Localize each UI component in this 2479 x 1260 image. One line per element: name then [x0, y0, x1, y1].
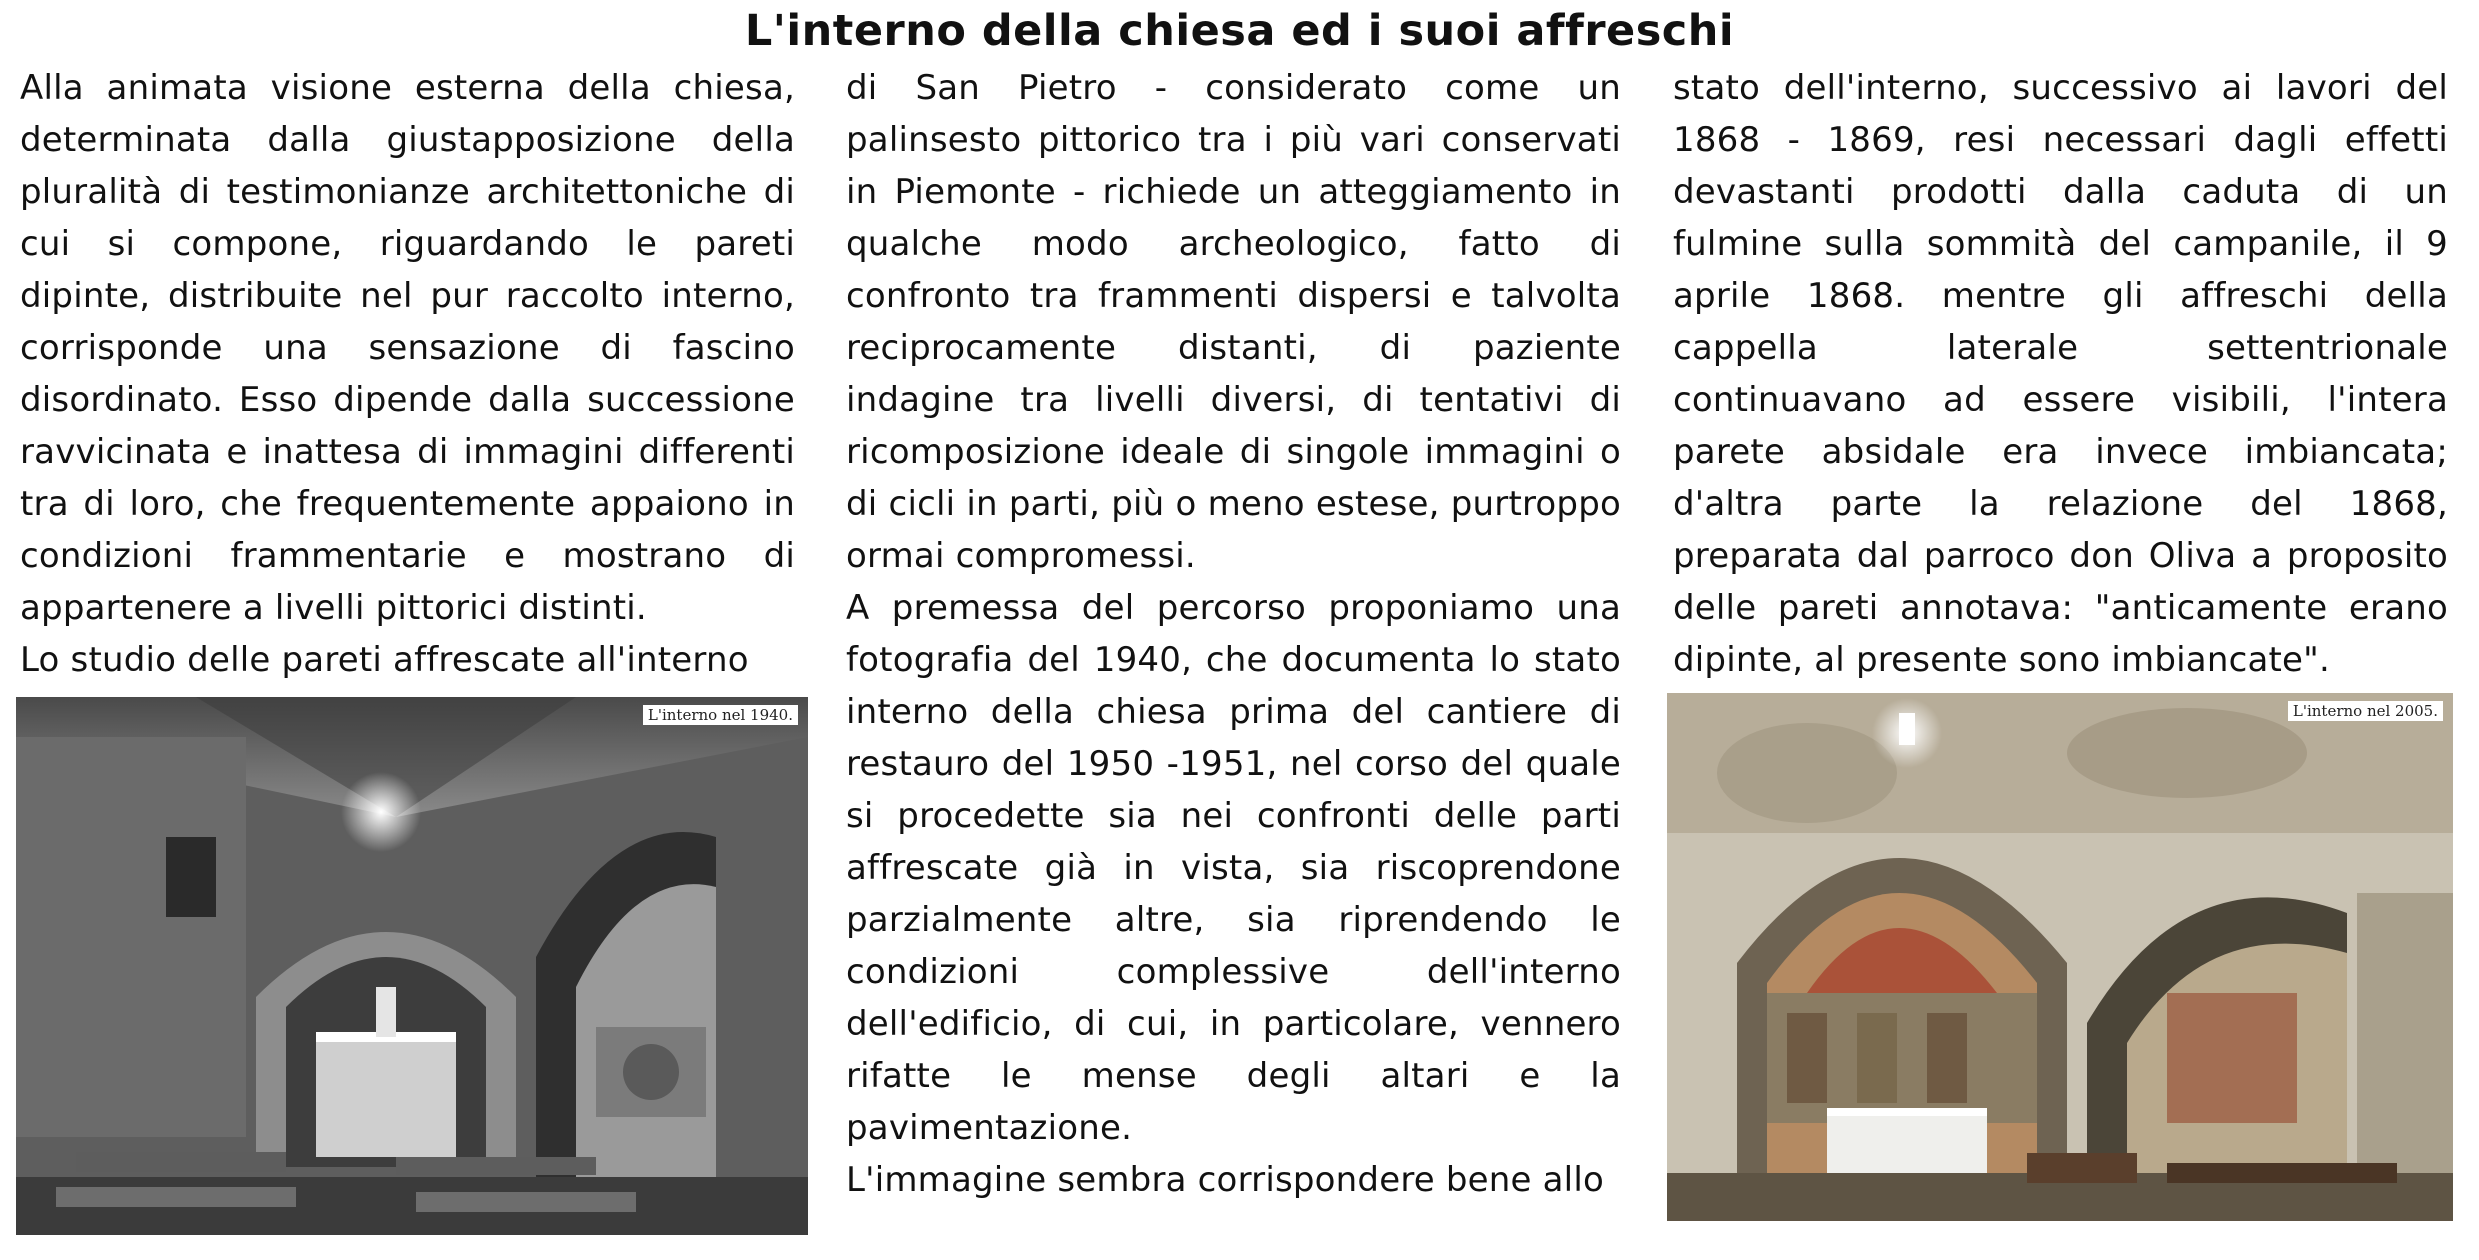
- church-interior-2005-illustration: [1667, 693, 2453, 1221]
- church-interior-1940-photo: [16, 697, 808, 1235]
- page-title: L'interno della chiesa ed i suoi affreschi: [744, 6, 1735, 56]
- paragraph: stato dell'interno, successivo ai lavori del 1868 - 1869, resi necessari dagli effetti devastanti prodotti dalla caduta di un fulmine sulla sommità del campanile, il 9 aprile 1868. mentre gli affreschi della cappella laterale settentrionale continuavano ad essere visibili, l'intera parete absidale era invece imbiancata; d'altra parte la relazione del 1868, preparata dal parroco don Oliva a proposito delle pareti annotava: "anticamente erano dipinte, al presente sono imbiancate".: [1673, 68, 2448, 680]
- text-column-2: [846, 62, 1621, 1222]
- text-column-1: [20, 62, 795, 686]
- paragraph: di San Pietro - considerato come un palinsesto pittorico tra i più vari conservati in Piemonte - richiede un atteggiamento in qualche modo archeologico, fatto di confronto tra frammenti dispersi e talvolta reciprocamente distanti, di paziente indagine tra livelli diversi, di tentativi di ricomposizione ideale di singole immagini o di cicli in parti, più o meno estese, purtroppo ormai compromessi.: [846, 68, 1621, 576]
- paragraph: Lo studio delle pareti affrescate all'interno: [20, 640, 749, 680]
- paragraph: L'immagine sembra corrispondere bene allo: [846, 1160, 1604, 1200]
- photo-caption: L'interno nel 1940.: [643, 705, 798, 725]
- text-column-3: [1673, 62, 2448, 686]
- paragraph: A premessa del percorso proponiamo una fotografia del 1940, che documenta lo stato interno della chiesa prima del cantiere di restauro del 1950 -1951, nel corso del quale si procedette sia nei confronti delle parti affrescate già in vista, sia riscoprendone parzialmente altre, sia riprendendo le condizioni complessive dell'interno dell'edificio, di cui, in particolare, vennero rifatte le mense degli altari e la pavimentazione.: [846, 588, 1621, 1148]
- church-interior-1940-illustration: [16, 697, 808, 1235]
- paragraph: Alla animata visione esterna della chiesa, determinata dalla giustapposizione della pluralità di testimonianze architettoniche di cui si compone, riguardando le pareti dipinte, distribuite nel pur raccolto interno, corrisponde una sensazione di fascino disordinato. Esso dipende dalla successione ravvicinata e inattesa di immagini differenti tra di loro, che frequentemente appaiono in condizioni frammentarie e mostrano di appartenere a livelli pittorici distinti.: [20, 68, 795, 628]
- church-interior-2005-photo: [1667, 693, 2453, 1221]
- photo-caption: L'interno nel 2005.: [2288, 701, 2443, 721]
